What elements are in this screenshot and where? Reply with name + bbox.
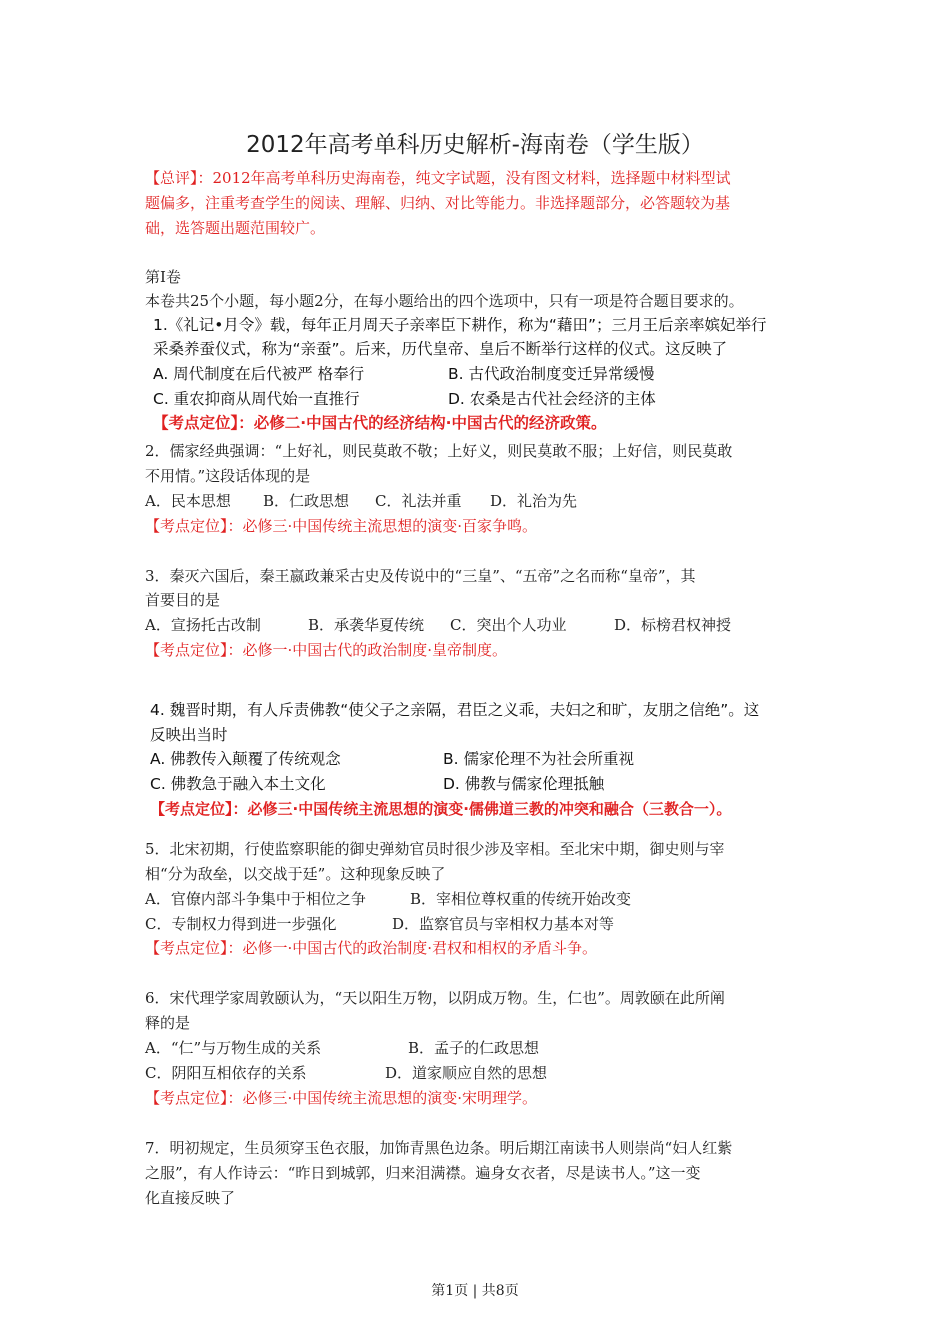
option-d: D. 佛教与儒家伦理抵触 bbox=[443, 775, 605, 793]
question-text: 释的是 bbox=[145, 1014, 191, 1032]
section-heading: 第Ⅰ卷 bbox=[145, 268, 181, 286]
question-text: 之服”，有人作诗云：“昨日到城郭，归来泪满襟。遍身女衣者，尽是读书人。”这一变 bbox=[145, 1164, 701, 1182]
option-b: B. 儒家伦理不为社会所重视 bbox=[443, 750, 634, 768]
option-b: B．承袭华夏传统 bbox=[308, 616, 425, 634]
knowledge-point: 【考点定位】：必修一·中国古代的政治制度·皇帝制度。 bbox=[145, 641, 508, 659]
option-c: C．阴阳互相依存的关系 bbox=[145, 1064, 307, 1082]
knowledge-point: 【考点定位】：必修三·中国传统主流思想的演变·百家争鸣。 bbox=[145, 517, 538, 535]
summary-line: 【总评】：2012年高考单科历史海南卷，纯文字试题，没有图文材料，选择题中材料型试 bbox=[145, 169, 731, 187]
section-intro: 本卷共25个小题，每小题2分，在每小题给出的四个选项中，只有一项是符合题目要求的。 bbox=[145, 292, 744, 310]
option-a: A．“仁”与万物生成的关系 bbox=[145, 1039, 322, 1057]
option-b: B．宰相位尊权重的传统开始改变 bbox=[410, 890, 632, 908]
option-b: B．孟子的仁政思想 bbox=[408, 1039, 540, 1057]
question-text: 4. 魏晋时期，有人斥责佛教“使父子之亲隔，君臣之义乖，夫妇之和旷，友朋之信绝”。这 bbox=[150, 701, 760, 719]
knowledge-point: 【考点定位】：必修一·中国古代的政治制度·君权和相权的矛盾斗争。 bbox=[145, 939, 598, 957]
option-b: B. 古代政治制度变迁异常缓慢 bbox=[448, 365, 655, 383]
option-c: C．突出个人功业 bbox=[450, 616, 567, 634]
option-c: C．专制权力得到进一步强化 bbox=[145, 915, 337, 933]
option-c: C. 重农抑商从周代始一直推行 bbox=[153, 390, 360, 408]
option-a: A．官僚内部斗争集中于相位之争 bbox=[145, 890, 366, 908]
question-text: 反映出当时 bbox=[150, 726, 228, 744]
knowledge-point: 【考点定位】：必修三·中国传统主流思想的演变·宋明理学。 bbox=[145, 1089, 538, 1107]
option-c: C. 佛教急于融入本土文化 bbox=[150, 775, 326, 793]
option-a: A. 佛教传入颠覆了传统观念 bbox=[150, 750, 341, 768]
option-a: A．宣扬托古改制 bbox=[145, 616, 261, 634]
document-title: 2012年高考单科历史解析-海南卷（学生版） bbox=[246, 132, 704, 158]
option-d: D．标榜君权神授 bbox=[614, 616, 732, 634]
option-d: D．监察官员与宰相权力基本对等 bbox=[392, 915, 615, 933]
question-text: 不用情。”这段话体现的是 bbox=[145, 467, 311, 485]
question-text: 2．儒家经典强调：“上好礼，则民莫敢不敬；上好义，则民莫敢不服；上好信，则民莫敢 bbox=[145, 442, 733, 460]
question-text: 3．秦灭六国后，秦王嬴政兼采古史及传说中的“三皇”、“五帝”之名而称“皇帝”，其 bbox=[145, 567, 696, 585]
option-a: A. 周代制度在后代被严 格奉行 bbox=[153, 365, 365, 383]
summary-line: 题偏多，注重考查学生的阅读、理解、归纳、对比等能力。非选择题部分，必答题较为基 bbox=[145, 194, 731, 212]
question-text: 6．宋代理学家周敦颐认为，“天以阳生万物，以阴成万物。生，仁也”。周敦颐在此所阐 bbox=[145, 989, 725, 1007]
question-text: 1.《礼记•月令》载，每年正月周天子亲率臣下耕作，称为“藉田”；三月王后亲率嫔妃举行 bbox=[153, 316, 767, 334]
option-b: B．仁政思想 bbox=[263, 492, 350, 510]
question-text: 7．明初规定，生员须穿玉色衣服，加饰青黑色边条。明后期江南读书人则崇尚“妇人红紫 bbox=[145, 1139, 733, 1157]
question-text: 相“分为敌垒，以交战于廷”。这种现象反映了 bbox=[145, 865, 446, 883]
question-text: 采桑养蚕仪式，称为“亲蚕”。后来，历代皇帝、皇后不断举行这样的仪式。这反映了 bbox=[153, 340, 728, 358]
page-footer: 第1页 | 共8页 bbox=[431, 1283, 519, 1299]
question-text: 5．北宋初期，行使监察职能的御史弹劾官员时很少涉及宰相。至北宋中期，御史则与宰 bbox=[145, 840, 725, 858]
question-text: 化直接反映了 bbox=[145, 1189, 236, 1207]
knowledge-point: 【考点定位】：必修二·中国古代的经济结构·中国古代的经济政策。 bbox=[153, 414, 607, 432]
knowledge-point: 【考点定位】：必修三·中国传统主流思想的演变·儒佛道三教的冲突和融合（三教合一）。 bbox=[150, 800, 732, 818]
option-c: C．礼法并重 bbox=[375, 492, 462, 510]
option-d: D．礼治为先 bbox=[490, 492, 578, 510]
summary-line: 础，选答题出题范围较广。 bbox=[145, 219, 326, 237]
option-d: D．道家顺应自然的思想 bbox=[385, 1064, 548, 1082]
question-text: 首要目的是 bbox=[145, 591, 221, 609]
option-a: A．民本思想 bbox=[145, 492, 231, 510]
option-d: D. 农桑是古代社会经济的主体 bbox=[448, 390, 656, 408]
